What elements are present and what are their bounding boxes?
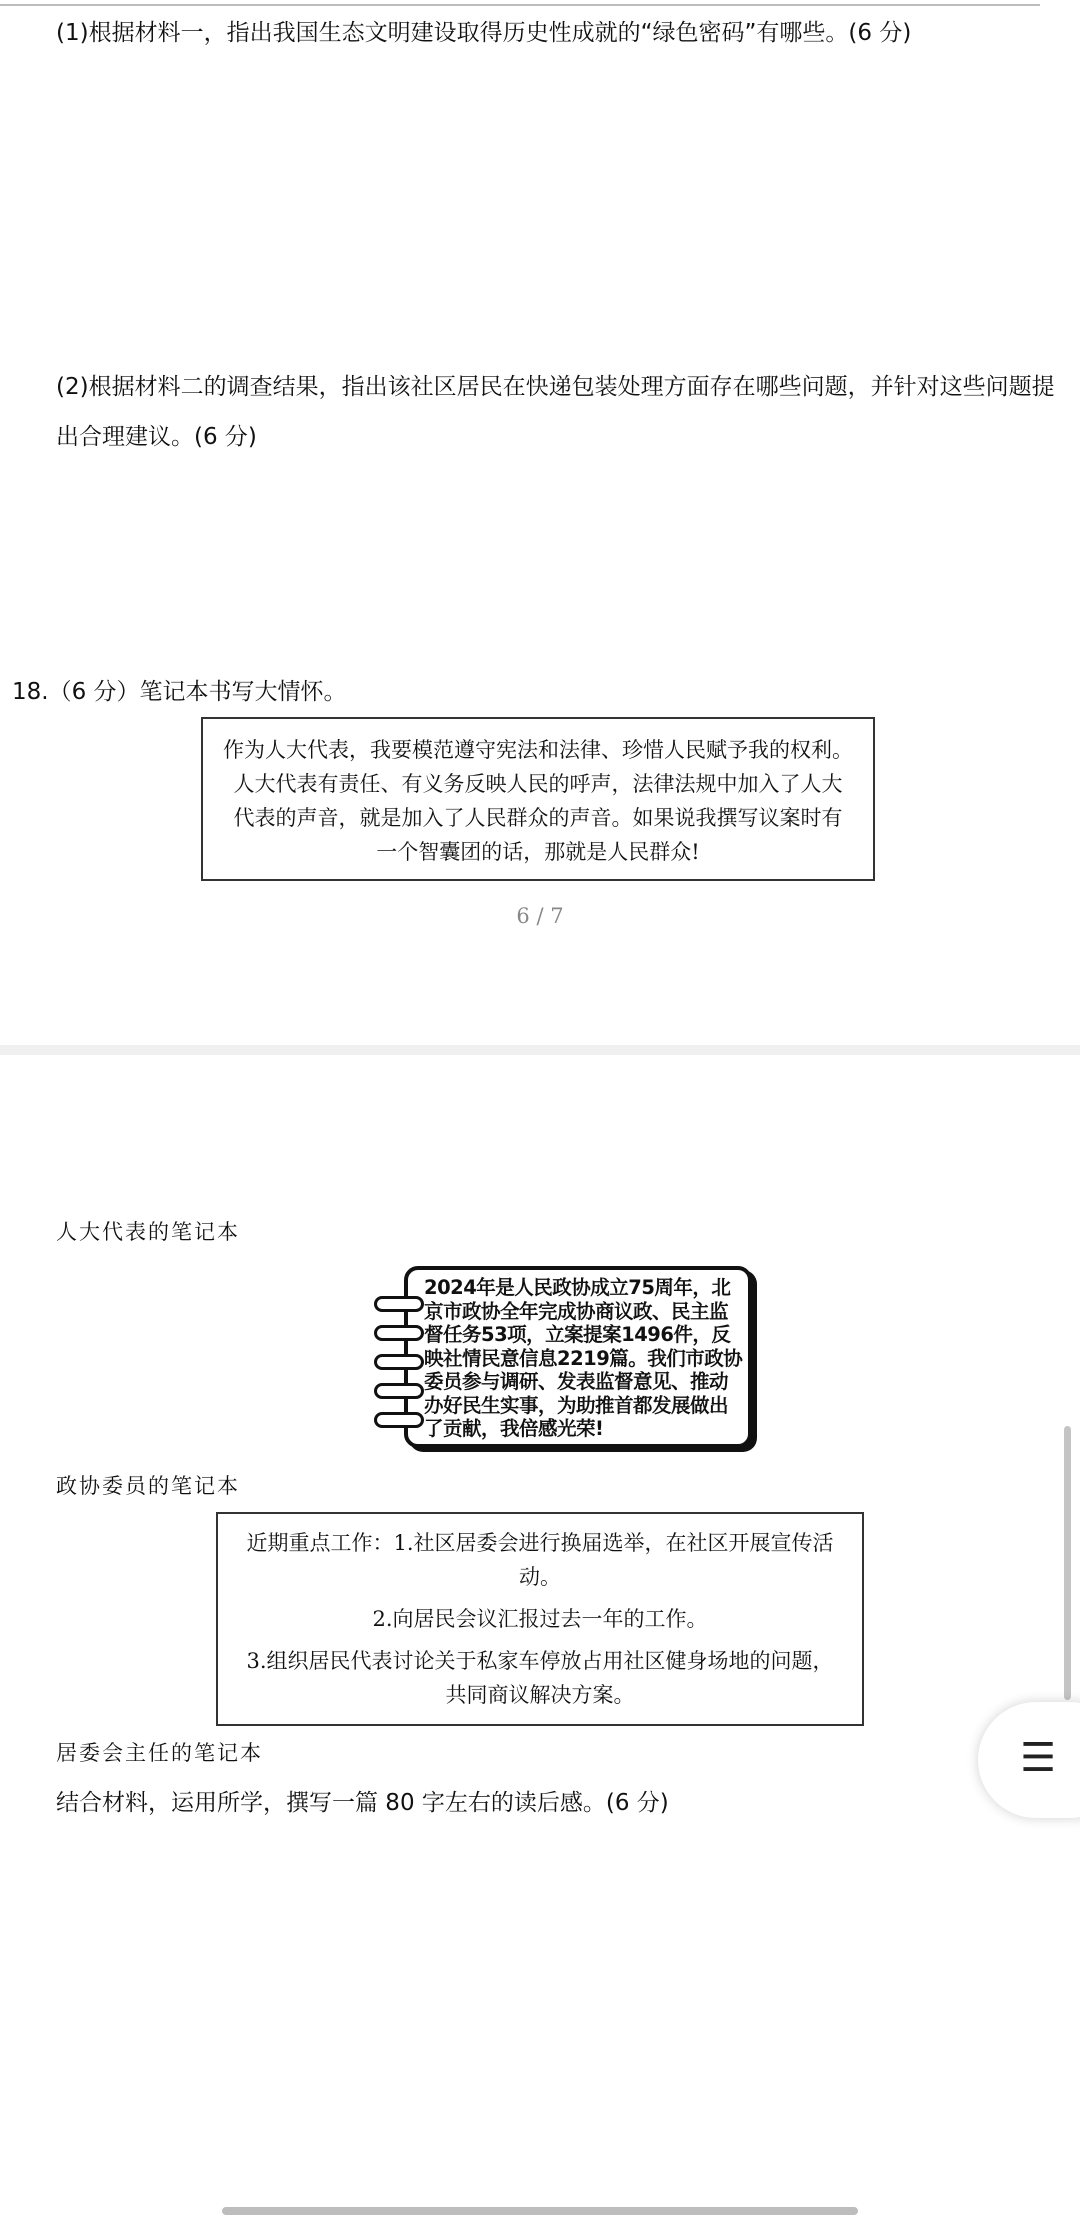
notebook-ring bbox=[374, 1325, 424, 1341]
cppcc-note-line: 了贡献，我倍感光荣! bbox=[424, 1417, 604, 1440]
deputy-note-line: 一个智囊团的话，那就是人民群众! bbox=[376, 840, 700, 864]
cppcc-note-line: 委员参与调研、发表监督意见、推动 bbox=[424, 1370, 729, 1393]
deputy-notebook-caption: 人大代表的笔记本 bbox=[56, 1220, 240, 1244]
cppcc-note-line: 2024年是人民政协成立75周年，北 bbox=[424, 1276, 731, 1299]
deputy-note-line: 作为人大代表，我要模范遵守宪法和法律、珍惜人民赋予我的权利。 bbox=[223, 738, 853, 762]
deputy-note-box bbox=[201, 717, 875, 881]
notebook-ring bbox=[374, 1296, 424, 1312]
page-indicator: 6 / 7 bbox=[516, 904, 564, 928]
cppcc-note-line: 京市政协全年完成协商议政、民主监 bbox=[424, 1299, 729, 1323]
deputy-note-line: 人大代表有责任、有义务反映人民的呼声，法律法规中加入了人大 bbox=[233, 772, 843, 796]
cppcc-notebook-caption: 政协委员的笔记本 bbox=[56, 1474, 240, 1498]
deputy-note-line: 代表的声音，就是加入了人民群众的声音。如果说我撰写议案时有 bbox=[233, 806, 843, 830]
notebook-ring bbox=[374, 1412, 424, 1428]
home-indicator-bar[interactable] bbox=[222, 2207, 858, 2215]
cppcc-note-line: 映社情民意信息2219篇。我们市政协 bbox=[424, 1346, 743, 1370]
scrollbar-thumb[interactable] bbox=[1064, 1426, 1071, 1700]
committee-note-line: 共同商议解决方案。 bbox=[445, 1683, 635, 1707]
cppcc-notebook-text bbox=[424, 1276, 742, 1441]
cppcc-note-line: 督任务53项，立案提案1496件，反 bbox=[424, 1323, 731, 1346]
committee-note-line: 近期重点工作：1.社区居委会进行换届选举，在社区开展宣传活 bbox=[246, 1531, 834, 1555]
page-separator bbox=[0, 1045, 1080, 1055]
cppcc-note-line: 办好民生实事，为助推首都发展做出 bbox=[424, 1393, 729, 1417]
hamburger-menu-icon[interactable]: ☰ bbox=[1020, 1735, 1056, 1781]
committee-note-line: 3.组织居民代表讨论关于私家车停放占用社区健身场地的问题， bbox=[246, 1649, 834, 1673]
committee-note-line: 动。 bbox=[519, 1565, 561, 1589]
committee-note-box bbox=[216, 1512, 864, 1726]
question-1-2: (2)根据材料二的调查结果，指出该社区居民在快递包装处理方面存在哪些问题，并针对这些问题提出合理建议。(6 分) bbox=[56, 374, 1055, 450]
notebook-ring bbox=[374, 1383, 424, 1399]
question-18: 18.（6 分）笔记本书写大情怀。 bbox=[12, 679, 347, 705]
question-1-1: (1)根据材料一，指出我国生态文明建设取得历史性成就的“绿色密码”有哪些。(6 分) bbox=[56, 20, 912, 46]
page-top-divider bbox=[0, 4, 1040, 6]
committee-note-line: 2.向居民会议汇报过去一年的工作。 bbox=[372, 1607, 708, 1631]
question-18-prompt: 结合材料，运用所学，撰写一篇 80 字左右的读后感。(6 分) bbox=[56, 1790, 669, 1816]
notebook-ring bbox=[374, 1354, 424, 1370]
committee-notebook-caption: 居委会主任的笔记本 bbox=[56, 1741, 263, 1765]
